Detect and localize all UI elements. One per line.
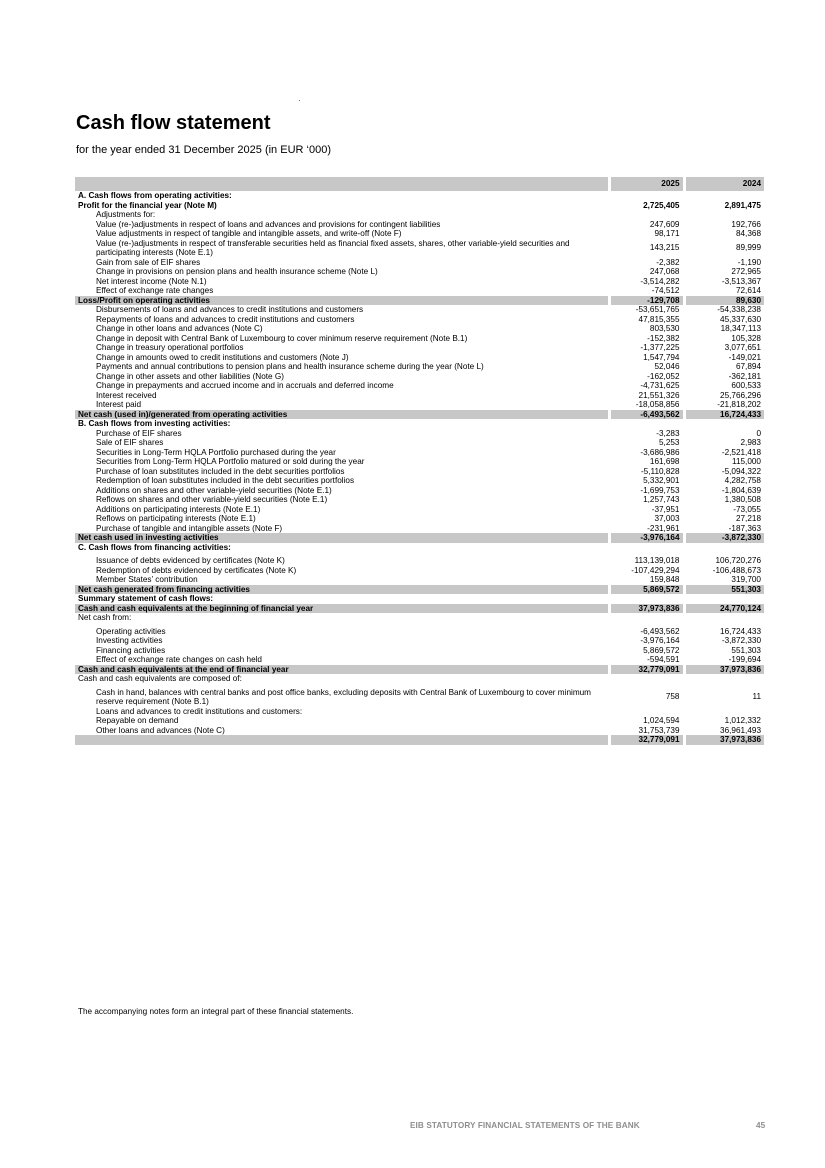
total-row (75, 665, 764, 675)
value-2024: -106,488,673 (684, 566, 764, 576)
row-label: Redemption of debts evidenced by certificates (Note K) (96, 565, 297, 575)
page-title: Cash flow statement (76, 112, 271, 134)
value-2025: -1,699,753 (609, 486, 684, 496)
value-2025 (609, 613, 684, 623)
value-2025: 803,530 (609, 324, 684, 334)
value-2025: -6,493,562 (609, 627, 684, 637)
value-2025: 52,046 (609, 362, 684, 372)
value-2024: 319,700 (684, 575, 764, 585)
row-label: Loss/Profit on operating activities (75, 296, 609, 306)
table-row (75, 575, 764, 585)
table-row (75, 457, 764, 467)
value-2024: -73,055 (684, 505, 764, 515)
row-label: Securities from Long-Term HQLA Portfolio matured or sold during the year (96, 457, 365, 466)
value-2025: 98,171 (609, 229, 684, 239)
row-label: Change in amounts owed to credit institutions and customers (Note J) (96, 352, 349, 362)
row-label: Interest received (96, 390, 157, 400)
value-2025 (609, 674, 684, 684)
row-label: Summary statement of cash flows: (78, 594, 214, 603)
value-2025: 32,779,091 (609, 735, 684, 745)
row-label: Issuance of debts evidenced by certificates (Note K) (96, 556, 285, 565)
row-label: Cash and cash equivalents at the end of financial year (75, 665, 609, 675)
row-label: Loans and advances to credit institutions and customers: (96, 706, 303, 716)
value-2025 (609, 210, 684, 220)
page-number: 45 (756, 1121, 766, 1130)
value-2025: -37,951 (609, 505, 684, 515)
table-row (75, 343, 764, 353)
table-row (75, 305, 764, 315)
table-row (75, 229, 764, 239)
value-2024: 2,891,475 (684, 201, 764, 211)
table-row (75, 495, 764, 505)
row-label: Purchase of loan substitutes included in the debt securities portfolios (96, 466, 345, 476)
row-label: Net cash used in investing activities (75, 533, 609, 543)
column-header-2024: 2024 (684, 177, 764, 191)
section-heading-row (75, 191, 764, 201)
row-label: B. Cash flows from investing activities: (78, 419, 231, 428)
value-2024: -21,818,202 (684, 400, 764, 410)
table-row (75, 429, 764, 439)
value-2024: 84,368 (684, 229, 764, 239)
value-2025: 21,551,326 (609, 391, 684, 401)
table-row (75, 400, 764, 410)
row-label: Reflows on shares and other variable-yield securities (Note E.1) (96, 495, 328, 504)
row-label: Securities in Long-Term HQLA Portfolio purchased during the year (96, 447, 336, 457)
value-2024: -3,872,330 (684, 636, 764, 646)
row-label: Member States’ contribution (96, 575, 198, 584)
value-2025: 37,003 (609, 514, 684, 524)
table-row (75, 627, 764, 637)
value-2024 (684, 707, 764, 717)
value-2025 (609, 191, 684, 201)
value-2024: -187,363 (684, 524, 764, 534)
value-2025: 113,139,018 (609, 556, 684, 566)
value-2025: 247,068 (609, 267, 684, 277)
value-2025: -6,493,562 (609, 410, 684, 420)
value-2024: -54,338,238 (684, 305, 764, 315)
value-2024: 192,766 (684, 220, 764, 230)
table-row (75, 267, 764, 277)
table-row (75, 324, 764, 334)
footnote: The accompanying notes form an integral part of these financial statements. (78, 1007, 354, 1016)
value-2024 (684, 594, 764, 604)
row-label: Other loans and advances (Note C) (96, 725, 225, 735)
header-label-cell (75, 177, 609, 191)
value-2024: 16,724,433 (684, 627, 764, 637)
table-row (75, 613, 764, 623)
row-label: Operating activities (96, 626, 166, 636)
value-2025: -594,591 (609, 655, 684, 665)
table-row (75, 277, 764, 287)
value-2025: -3,976,164 (609, 636, 684, 646)
value-2024: 551,303 (684, 585, 764, 595)
row-label: C. Cash flows from financing activities: (78, 542, 231, 552)
value-2025: -3,686,986 (609, 448, 684, 458)
table-row (75, 362, 764, 372)
row-label: Reflows on participating interests (Note E.1) (96, 514, 256, 523)
value-2025: 5,869,572 (609, 585, 684, 595)
row-label: Cash in hand, balances with central banks and post office banks, excluding deposits with Central Bank of Luxembourg to cover minimum reserve requirement (Note B.1) (96, 687, 592, 706)
total-row (75, 410, 764, 420)
value-2024: 2,983 (684, 438, 764, 448)
value-2024: 600,533 (684, 381, 764, 391)
table-row (75, 505, 764, 515)
value-2025: 47,815,355 (609, 315, 684, 325)
row-label: Additions on participating interests (Note E.1) (96, 504, 261, 514)
row-label: Repayments of loans and advances to credit institutions and customers (96, 314, 355, 324)
value-2025: -152,382 (609, 334, 684, 344)
value-2025: -1,377,225 (609, 343, 684, 353)
table-row (75, 381, 764, 391)
total-row (75, 604, 764, 614)
value-2024: 3,077,651 (684, 343, 764, 353)
total-row (75, 296, 764, 306)
value-2024 (684, 613, 764, 623)
table-row (75, 220, 764, 230)
row-label: Value (re-)adjustments in respect of loans and advances and provisions for contingent liabilities (96, 219, 441, 229)
value-2025: 5,253 (609, 438, 684, 448)
table-row (75, 315, 764, 325)
row-label: Sale of EIF shares (96, 438, 164, 447)
table-row (75, 636, 764, 646)
row-label: Repayable on demand (96, 716, 179, 725)
row-label: Purchase of EIF shares (96, 428, 182, 438)
row-label: Payments and annual contributions to pension plans and health insurance scheme during the year (Note L) (96, 362, 484, 371)
value-2025: 37,973,836 (609, 604, 684, 614)
value-2024: 272,965 (684, 267, 764, 277)
page-footer (410, 1121, 766, 1130)
table-row (75, 674, 764, 684)
value-2025: -231,961 (609, 524, 684, 534)
value-2024: -149,021 (684, 353, 764, 363)
table-row (75, 688, 764, 707)
table-row (75, 438, 764, 448)
value-2025 (609, 419, 684, 429)
value-2025: -162,052 (609, 372, 684, 382)
value-2025: -53,651,765 (609, 305, 684, 315)
value-2025 (609, 543, 684, 553)
row-label: Change in provisions on pension plans and health insurance scheme (Note L) (96, 267, 378, 276)
value-2024: 36,961,493 (684, 726, 764, 736)
value-2024: 89,630 (684, 296, 764, 306)
row-label: Interest paid (96, 400, 142, 409)
value-2024 (684, 210, 764, 220)
stray-dot (299, 100, 300, 101)
value-2024: -2,521,418 (684, 448, 764, 458)
total-row (75, 735, 764, 745)
row-label: Disbursements of loans and advances to credit institutions and customers (96, 305, 364, 314)
value-2025: 1,547,794 (609, 353, 684, 363)
value-2025: -129,708 (609, 296, 684, 306)
value-2025: -5,110,828 (609, 467, 684, 477)
table-row (75, 716, 764, 726)
column-header-2025: 2025 (609, 177, 684, 191)
value-2024: -1,804,639 (684, 486, 764, 496)
section-heading-row (75, 201, 764, 211)
value-2025: -3,976,164 (609, 533, 684, 543)
value-2025: 1,257,743 (609, 495, 684, 505)
table-row (75, 210, 764, 220)
table-row (75, 448, 764, 458)
value-2024: 105,328 (684, 334, 764, 344)
value-2024: 551,303 (684, 646, 764, 656)
value-2025: 161,698 (609, 457, 684, 467)
total-row (75, 585, 764, 595)
row-label: Cash and cash equivalents at the beginning of financial year (75, 604, 609, 614)
row-label: Value adjustments in respect of tangible and intangible assets, and write-off (Note F) (96, 229, 402, 238)
row-label: Net cash generated from financing activities (75, 585, 609, 595)
row-label: Additions on shares and other variable-yield securities (Note E.1) (96, 485, 332, 495)
value-2024: -5,094,322 (684, 467, 764, 477)
row-label: Financing activities (96, 645, 166, 655)
value-2025: 758 (609, 688, 684, 707)
row-label: A. Cash flows from operating activities: (78, 191, 232, 200)
value-2024 (684, 674, 764, 684)
footer-title: EIB STATUTORY FINANCIAL STATEMENTS OF THE BANK (410, 1121, 640, 1130)
table-row (75, 556, 764, 566)
table-row (75, 566, 764, 576)
value-2025: 1,024,594 (609, 716, 684, 726)
value-2024: 1,012,332 (684, 716, 764, 726)
value-2024: 106,720,276 (684, 556, 764, 566)
table-row (75, 239, 764, 258)
row-label: Gain from sale of EIF shares (96, 257, 201, 267)
value-2024: -199,694 (684, 655, 764, 665)
table-row (75, 486, 764, 496)
table-row (75, 707, 764, 717)
value-2024: 67,894 (684, 362, 764, 372)
table-row (75, 476, 764, 486)
table-header-row (75, 177, 764, 191)
value-2024: 37,973,836 (684, 735, 764, 745)
value-2024: 45,337,630 (684, 315, 764, 325)
value-2025: 2,725,405 (609, 201, 684, 211)
value-2025: -3,514,282 (609, 277, 684, 287)
row-label: Adjustments for: (96, 210, 156, 219)
total-row (75, 533, 764, 543)
section-heading-row (75, 419, 764, 429)
cash-flow-table (75, 177, 764, 745)
value-2025: 32,779,091 (609, 665, 684, 675)
section-heading-row (75, 543, 764, 553)
value-2024: 37,973,836 (684, 665, 764, 675)
value-2024: 24,770,124 (684, 604, 764, 614)
row-label: Value (re-)adjustments in respect of transferable securities held as financial fixed assets, shares, other variable-yield securities and participating interests (Note E.1) (96, 238, 570, 257)
table-row (75, 334, 764, 344)
value-2025: -3,283 (609, 429, 684, 439)
row-label: Profit for the financial year (Note M) (78, 200, 217, 210)
value-2025: 31,753,739 (609, 726, 684, 736)
row-label (75, 735, 609, 745)
value-2025: 143,215 (609, 239, 684, 258)
table-row (75, 258, 764, 268)
table-row (75, 655, 764, 665)
table-row (75, 524, 764, 534)
row-label: Redemption of loan substitutes included in the debt securities portfolios (96, 476, 355, 485)
value-2025 (609, 707, 684, 717)
value-2024: -362,181 (684, 372, 764, 382)
row-label: Change in treasury operational portfolios (96, 343, 244, 352)
value-2025: -18,058,856 (609, 400, 684, 410)
table-row (75, 353, 764, 363)
table-row (75, 372, 764, 382)
value-2025: 5,332,901 (609, 476, 684, 486)
value-2025 (609, 594, 684, 604)
value-2024 (684, 191, 764, 201)
value-2024: 0 (684, 429, 764, 439)
row-label: Effect of exchange rate changes (96, 286, 214, 295)
row-label: Change in other assets and other liabilities (Note G) (96, 371, 284, 381)
value-2024: 18,347,113 (684, 324, 764, 334)
page-subtitle: for the year ended 31 December 2025 (in EUR ‘000) (76, 144, 331, 156)
value-2024: -3,513,367 (684, 277, 764, 287)
value-2024: -1,190 (684, 258, 764, 268)
value-2024: -3,872,330 (684, 533, 764, 543)
value-2024: 16,724,433 (684, 410, 764, 420)
row-label: Change in other loans and advances (Note C) (96, 324, 263, 333)
value-2025: -107,429,294 (609, 566, 684, 576)
table-row (75, 286, 764, 296)
value-2024: 72,614 (684, 286, 764, 296)
table-row (75, 467, 764, 477)
value-2024: 115,000 (684, 457, 764, 467)
row-label: Effect of exchange rate changes on cash held (96, 655, 262, 664)
value-2024: 89,999 (684, 239, 764, 258)
row-label: Purchase of tangible and intangible assets (Note F) (96, 523, 283, 533)
row-label: Net interest income (Note N.1) (96, 276, 207, 286)
table-row (75, 391, 764, 401)
table-row (75, 646, 764, 656)
value-2024 (684, 419, 764, 429)
value-2024: 1,380,508 (684, 495, 764, 505)
value-2025: 159,848 (609, 575, 684, 585)
value-2024: 4,282,758 (684, 476, 764, 486)
value-2025: -4,731,625 (609, 381, 684, 391)
table-row (75, 726, 764, 736)
value-2024 (684, 543, 764, 553)
section-heading-row (75, 594, 764, 604)
row-label: Cash and cash equivalents are composed of: (78, 674, 242, 683)
row-label: Net cash (used in)/generated from operating activities (75, 410, 609, 420)
row-label: Change in prepayments and accrued income and in accruals and deferred income (96, 381, 394, 390)
value-2025: -2,382 (609, 258, 684, 268)
value-2025: -74,512 (609, 286, 684, 296)
row-label: Net cash from: (78, 613, 132, 622)
table-row (75, 514, 764, 524)
row-label: Change in deposit with Central Bank of Luxembourg to cover minimum reserve requirement (Note B.1) (96, 333, 468, 343)
value-2024: 27,218 (684, 514, 764, 524)
row-label: Investing activities (96, 636, 163, 645)
value-2025: 247,609 (609, 220, 684, 230)
cash-flow-body (75, 191, 764, 745)
value-2024: 25,766,296 (684, 391, 764, 401)
value-2025: 5,869,572 (609, 646, 684, 656)
value-2024: 11 (684, 688, 764, 707)
